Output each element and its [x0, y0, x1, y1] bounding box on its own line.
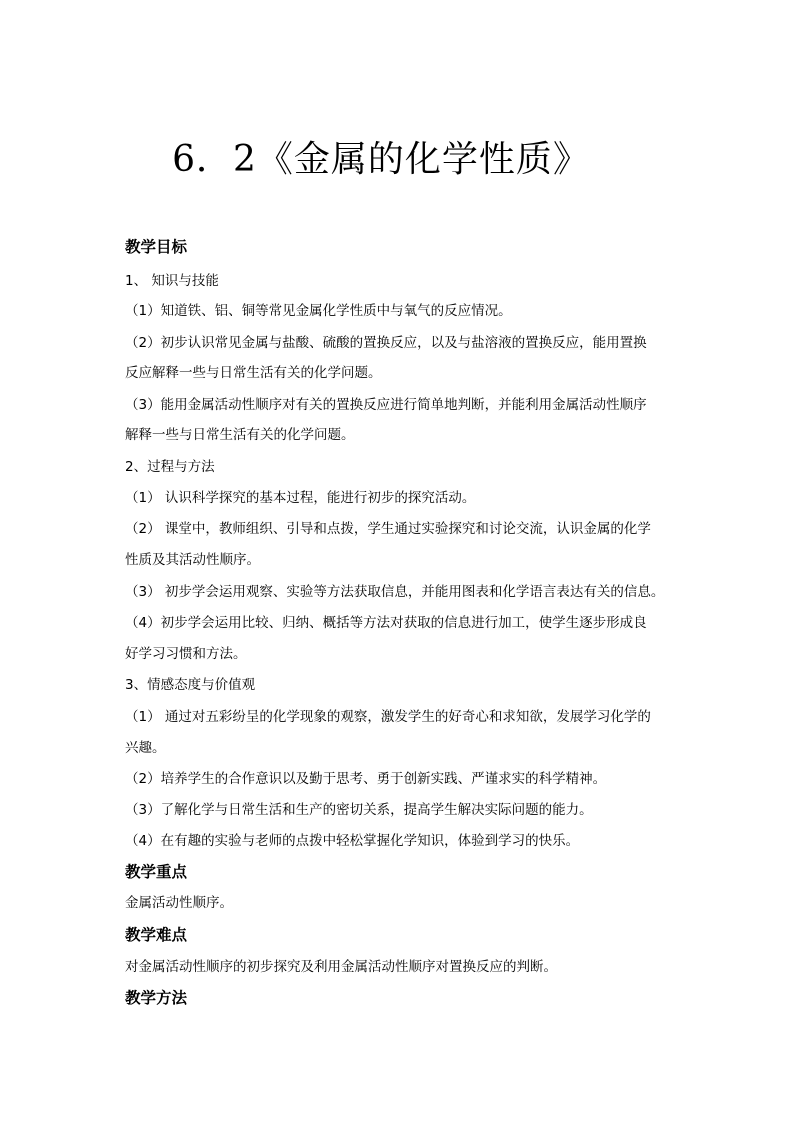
attitude-item-3: （3）了解化学与日常生活和生产的密切关系，提高学生解决实际问题的能力。: [125, 802, 593, 818]
key-point-text: 金属活动性顺序。: [125, 895, 233, 911]
attitude-item-4: （4）在有趣的实验与老师的点拨中轻松掌握化学知识，体验到学习的快乐。: [125, 833, 580, 849]
heading-difficulty: 教学难点: [125, 925, 188, 944]
heading-method: 教学方法: [125, 988, 188, 1007]
process-item-4-cont: 好学习习惯和方法。: [125, 646, 247, 662]
knowledge-item-3: （3）能用金属活动性顺序对有关的置换反应进行简单地判断，并能利用金属活动性顺序: [125, 397, 647, 413]
heading-key-point: 教学重点: [125, 862, 188, 881]
attitude-item-1: （1） 通过对五彩纷呈的化学现象的观察，激发学生的好奇心和求知欲，发展学习化学的: [125, 709, 651, 725]
knowledge-item-1: （1）知道铁、铝、铜等常见金属化学性质中与氧气的反应情况。: [125, 303, 512, 319]
process-item-4: （4）初步学会运用比较、归纳、概括等方法对获取的信息进行加工，使学生逐步形成良: [125, 615, 647, 631]
difficulty-text: 对金属活动性顺序的初步探究及利用金属活动性顺序对置换反应的判断。: [125, 959, 557, 975]
document-title: 6．2《金属的化学性质》: [172, 139, 590, 180]
knowledge-item-2-cont: 反应解释一些与日常生活有关的化学问题。: [125, 365, 382, 381]
process-item-2: （2） 课堂中，教师组织、引导和点拨，学生通过实验探究和讨论交流，认识金属的化学: [125, 521, 651, 537]
attitude-item-2: （2）培养学生的合作意识以及勤于思考、勇于创新实践、严谨求实的科学精神。: [125, 771, 607, 787]
process-item-1: （1） 认识科学探究的基本过程，能进行初步的探究活动。: [125, 490, 476, 506]
subsection-attitude-title: 3、情感态度与价值观: [125, 677, 256, 693]
knowledge-item-3-cont: 解释一些与日常生活有关的化学问题。: [125, 427, 355, 443]
attitude-item-1-cont: 兴趣。: [125, 740, 166, 756]
subsection-process-title: 2、过程与方法: [125, 459, 215, 475]
heading-objectives: 教学目标: [125, 237, 188, 256]
knowledge-item-2: （2）初步认识常见金属与盐酸、硫酸的置换反应，以及与盐溶液的置换反应，能用置换: [125, 335, 647, 351]
process-item-3: （3） 初步学会运用观察、实验等方法获取信息，并能用图表和化学语言表达有关的信息。: [125, 584, 665, 600]
process-item-2-cont: 性质及其活动性顺序。: [125, 552, 260, 568]
subsection-knowledge-title: 1、 知识与技能: [125, 273, 219, 289]
